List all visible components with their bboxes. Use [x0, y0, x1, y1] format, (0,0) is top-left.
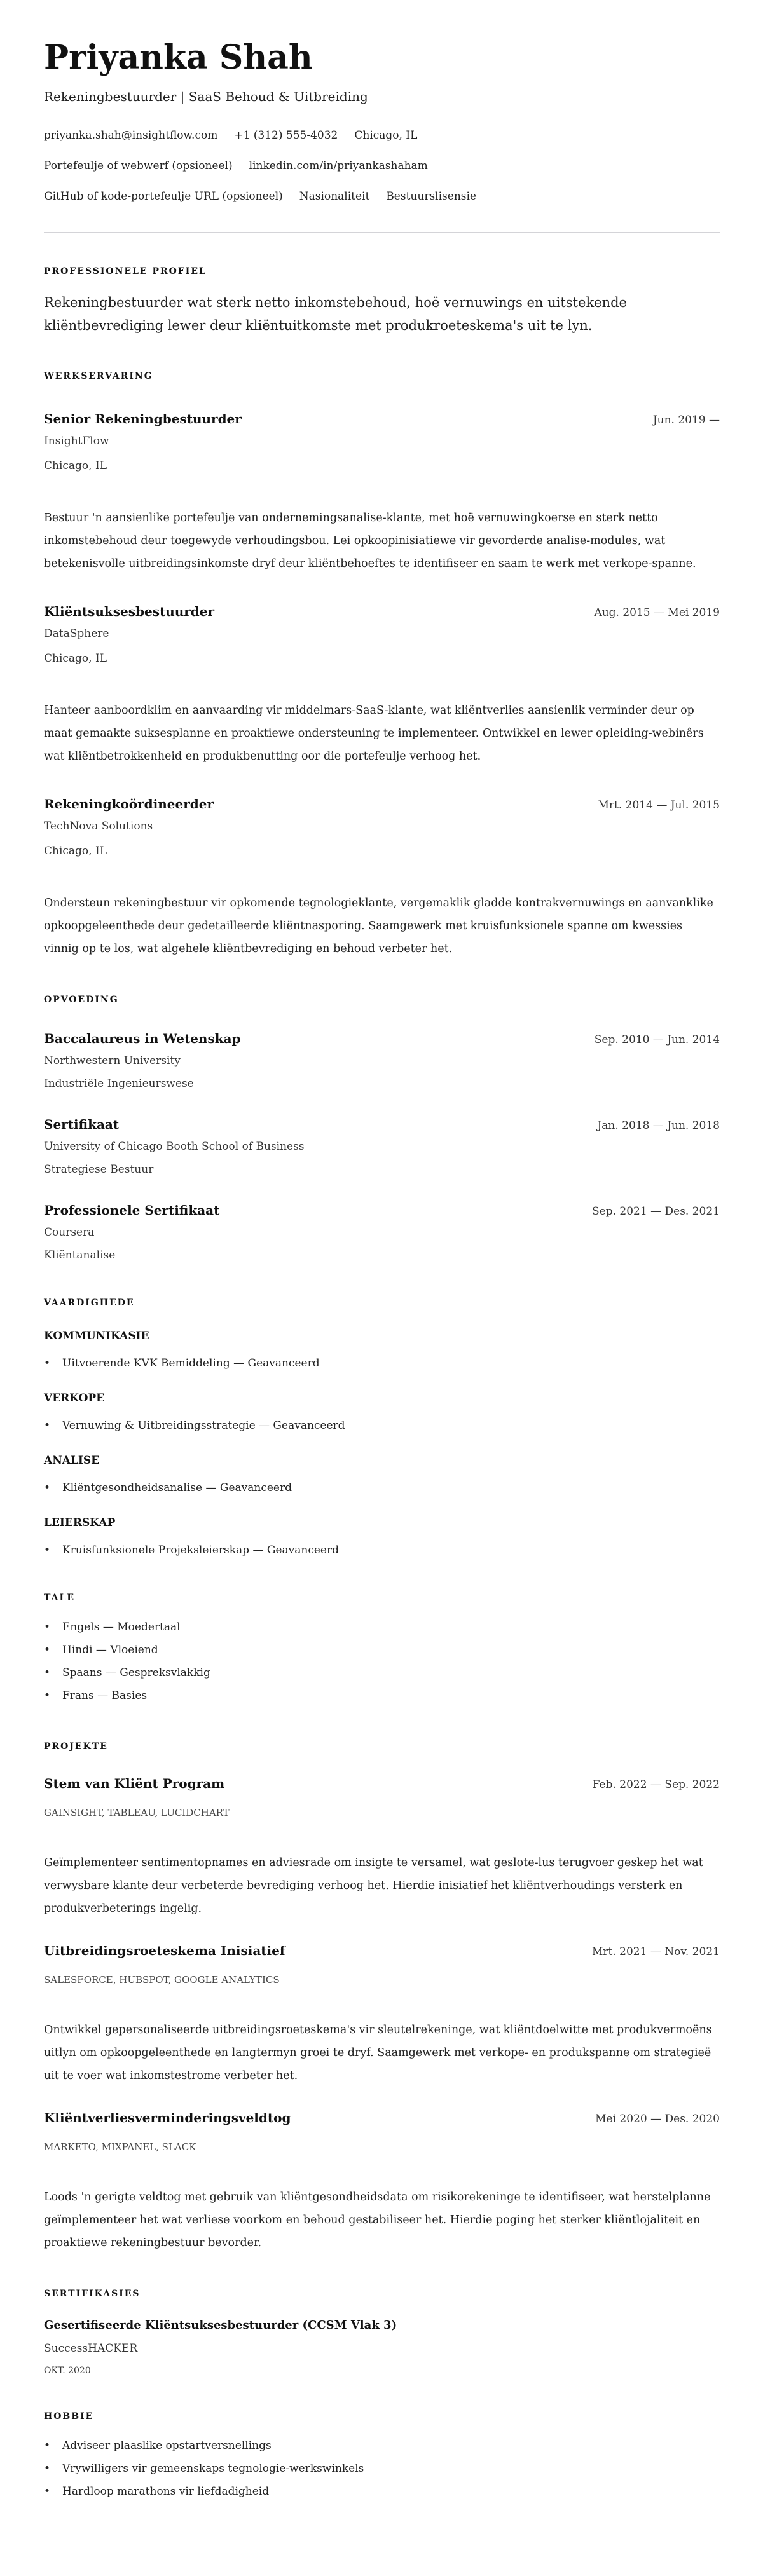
entry-date: Aug. 2015 — Mei 2019 — [594, 606, 720, 619]
entry-date: Mrt. 2021 — Nov. 2021 — [591, 1946, 720, 1958]
section-heading-skills: VAARDIGHEDE — [44, 1298, 135, 1308]
project-tech-stack: GAINSIGHT, TABLEAU, LUCIDCHART — [44, 1807, 230, 1818]
contact-line — [44, 187, 720, 205]
entry-title: Kliëntverliesverminderingsveldtog — [44, 2110, 291, 2125]
company-name: DataSphere — [44, 627, 109, 640]
hobby-item: • Adviseer plaaslike opstartversnellings — [62, 2434, 720, 2457]
project-description: Ontwikkel gepersonaliseerde uitbreidingsroeteskema's vir sleutelrekeninge, wat kliëntdoelwitte met produkvermoëns uitlyn om opkoopgeleenthede en langtermyn groei te dryf. Saamgewerk met verkope- en produkspanne om strategieë uit te voer wat inkomstestrome verbeter het. — [44, 2024, 712, 2082]
contact-line — [44, 157, 720, 175]
location: Chicago, IL — [354, 129, 418, 142]
hobby-item: • Hardloop marathons vir liefdadigheid — [62, 2480, 720, 2503]
skill-items — [44, 1417, 720, 1434]
section-heading-certifications: SERTIFIKASIES — [44, 2289, 141, 2299]
entry-title: Rekeningkoördineerder — [44, 796, 214, 812]
entry-title: Stem van Kliënt Program — [44, 1776, 225, 1791]
entry-title: Uitbreidingsroeteskema Inisiatief — [44, 1943, 285, 1958]
skill-items — [44, 1480, 720, 1496]
experience-list — [44, 410, 720, 960]
entry-title: Baccalaureus in Wetenskap — [44, 1031, 241, 1046]
job-description: Ondersteun rekeningbestuur vir opkomende tegnologieklante, vergemaklik gladde kontrakvernuwings en aanvanklike opkoopgeleenthede deur gedetailleerde kliëntnasporing. Saamgewerk met kruisfunksionele spanne om kwessies vinnig op te los, wat algehele kliëntbevrediging en behoud verbeter het. — [44, 897, 713, 955]
entry-header — [44, 2109, 720, 2128]
job-description: Hanteer aanboordklim en aanvaarding vir middelmars-SaaS-klante, wat kliëntverlies aansienlik verminder deur op maat gemaakte suksesplanne en proaktiewe ondersteuning te implementeer. Ontwikkel en lewer opleiding-webinêrs wat kliëntbetrokkenheid en produkbenutting oor die portefeulje verhoog het. — [44, 704, 704, 763]
email-link[interactable]: priyanka.shah@insightflow.com — [44, 129, 218, 142]
section-heading-experience: WERKSERVARING — [44, 371, 153, 381]
entry-header — [44, 1030, 720, 1049]
section-heading-languages: TALE — [44, 1593, 76, 1603]
education-list — [44, 1030, 720, 1264]
job-location: Chicago, IL — [44, 652, 107, 665]
language-item: • Frans — Basies — [62, 1684, 720, 1707]
language-item: • Hindi — Vloeiend — [62, 1639, 720, 1661]
certification-issuer: SuccessHACKER — [44, 2342, 138, 2355]
education-entry — [44, 1201, 720, 1264]
entry-title: Sertifikaat — [44, 1117, 120, 1132]
skill-items — [44, 1542, 720, 1558]
linkedin-link[interactable]: linkedin.com/in/priyankashaham — [249, 160, 428, 172]
candidate-headline: Rekeningbestuurder | SaaS Behoud & Uitbreiding — [44, 89, 368, 104]
resume-header — [44, 38, 720, 205]
skill-item: • Kliëntgesondheidsanalise — Geavanceerd — [62, 1480, 720, 1496]
header-divider — [44, 232, 720, 233]
entry-date: Jan. 2018 — Jun. 2018 — [597, 1119, 720, 1132]
school-name: Northwestern University — [44, 1054, 181, 1067]
job-location: Chicago, IL — [44, 460, 107, 472]
certification-title: Gesertifiseerde Kliëntsuksesbestuurder (CCSM Vlak 3) — [44, 2319, 397, 2332]
project-description: Loods 'n gerigte veldtog met gebruik van kliëntgesondheidsdata om risikorekeninge te identifiseer, wat herstelplanne geïmplementeer het wat verliese voorkom en behoud gestabiliseer het. Hierdie poging het sterker kliëntlojaliteit en proaktiewe rekeningbestuur bevorder. — [44, 2191, 711, 2249]
github-link[interactable]: GitHub of kode-portefeulje URL (opsioneel) — [44, 190, 283, 203]
project-tech-stack: MARKETO, MIXPANEL, SLACK — [44, 2141, 196, 2153]
projects-list — [44, 1775, 720, 2254]
job-entry — [44, 603, 720, 768]
language-item: • Engels — Moedertaal — [62, 1616, 720, 1639]
entry-date: Sep. 2010 — Jun. 2014 — [594, 1033, 720, 1046]
hobby-item: • Vrywilligers vir gemeenskaps tegnologie-werkswinkels — [62, 2457, 720, 2480]
skill-category: VERKOPE — [44, 1392, 105, 1405]
school-name: Coursera — [44, 1226, 95, 1239]
project-entry — [44, 1942, 720, 2087]
section-heading-education: OPVOEDING — [44, 995, 119, 1005]
entry-header — [44, 603, 720, 622]
skill-items — [44, 1355, 720, 1372]
certification-date: OKT. 2020 — [44, 2366, 91, 2376]
skill-category: LEIERSKAP — [44, 1516, 116, 1529]
company-name: TechNova Solutions — [44, 820, 153, 833]
skill-category: KOMMUNIKASIE — [44, 1330, 149, 1342]
candidate-name: Priyanka Shah — [44, 38, 313, 77]
project-entry — [44, 1775, 720, 1920]
field-of-study: Kliëntanalise — [44, 1249, 116, 1262]
phone-number[interactable]: +1 (312) 555-4032 — [234, 129, 338, 142]
language-item: • Spaans — Gespreksvlakkig — [62, 1661, 720, 1684]
entry-date: Sep. 2021 — Des. 2021 — [592, 1205, 720, 1218]
skill-item: • Uitvoerende KVK Bemiddeling — Geavanceerd — [62, 1355, 720, 1372]
education-entry — [44, 1115, 720, 1178]
entry-date: Mei 2020 — Des. 2020 — [595, 2113, 720, 2125]
skill-item: • Kruisfunksionele Projeksleierskap — Geavanceerd — [62, 1542, 720, 1558]
drivers-license: Bestuurslisensie — [386, 190, 476, 203]
entry-header — [44, 1201, 720, 1220]
project-entry — [44, 2109, 720, 2254]
project-description: Geïmplementeer sentimentopnames en adviesrade om insigte te versamel, wat geslote-lus terugvoer geskep het wat verwysbare klante deur verbeterde bevrediging verhoog het. Hierdie inisiatief het kliëntverhoudings versterk en produkverbeterings ingelig. — [44, 1857, 703, 1915]
skill-item: • Vernuwing & Uitbreidingsstrategie — Geavanceerd — [62, 1417, 720, 1434]
entry-date: Feb. 2022 — Sep. 2022 — [592, 1778, 720, 1791]
section-heading-profile: PROFESSIONELE PROFIEL — [44, 266, 207, 276]
entry-header — [44, 1115, 720, 1135]
job-entry — [44, 795, 720, 960]
hobbies-list — [44, 2434, 720, 2503]
entry-date: Jun. 2019 — — [652, 414, 720, 426]
entry-header — [44, 795, 720, 814]
job-description: Bestuur 'n aansienlike portefeulje van ondernemingsanalise-klante, met hoë vernuwingkoerse en sterk netto inkomstebehoud deur toegewyde verhoudingsbou. Lei opkoopinisiatiewe vir gevorderde analise-modules, wat betekenisvolle uitbreidingsinkomste dryf deur kliëntbehoeftes te identifiseer en saam te werk met verkope-spanne. — [44, 512, 696, 570]
field-of-study: Strategiese Bestuur — [44, 1163, 154, 1176]
job-location: Chicago, IL — [44, 845, 107, 857]
section-heading-hobbies: HOBBIE — [44, 2411, 94, 2422]
profile-summary: Rekeningbestuurder wat sterk netto inkomstebehoud, hoë vernuwings en uitstekende kliëntbevrediging lewer deur kliëntuitkomste met produkroeteskema's uit te lyn. — [44, 295, 627, 333]
entry-header — [44, 1942, 720, 1961]
skill-category: ANALISE — [44, 1454, 100, 1467]
contact-line — [44, 126, 720, 144]
education-entry — [44, 1030, 720, 1092]
entry-header — [44, 410, 720, 429]
entry-title: Professionele Sertifikaat — [44, 1203, 220, 1218]
section-heading-projects: PROJEKTE — [44, 1741, 108, 1752]
school-name: University of Chicago Booth School of Business — [44, 1140, 305, 1153]
languages-list — [44, 1616, 720, 1707]
field-of-study: Industriële Ingenieurswese — [44, 1077, 194, 1090]
certifications-list — [44, 2317, 720, 2377]
project-tech-stack: SALESFORCE, HUBSPOT, GOOGLE ANALYTICS — [44, 1974, 280, 1986]
portfolio-link[interactable]: Portefeulje of webwerf (opsioneel) — [44, 160, 233, 172]
job-entry — [44, 410, 720, 575]
entry-header — [44, 1775, 720, 1794]
entry-date: Mrt. 2014 — Jul. 2015 — [598, 799, 720, 812]
skills-list — [44, 1328, 720, 1558]
entry-title: Kliëntsuksesbestuurder — [44, 604, 215, 619]
entry-title: Senior Rekeningbestuurder — [44, 411, 242, 426]
nationality: Nasionaliteit — [299, 190, 370, 203]
company-name: InsightFlow — [44, 435, 109, 447]
